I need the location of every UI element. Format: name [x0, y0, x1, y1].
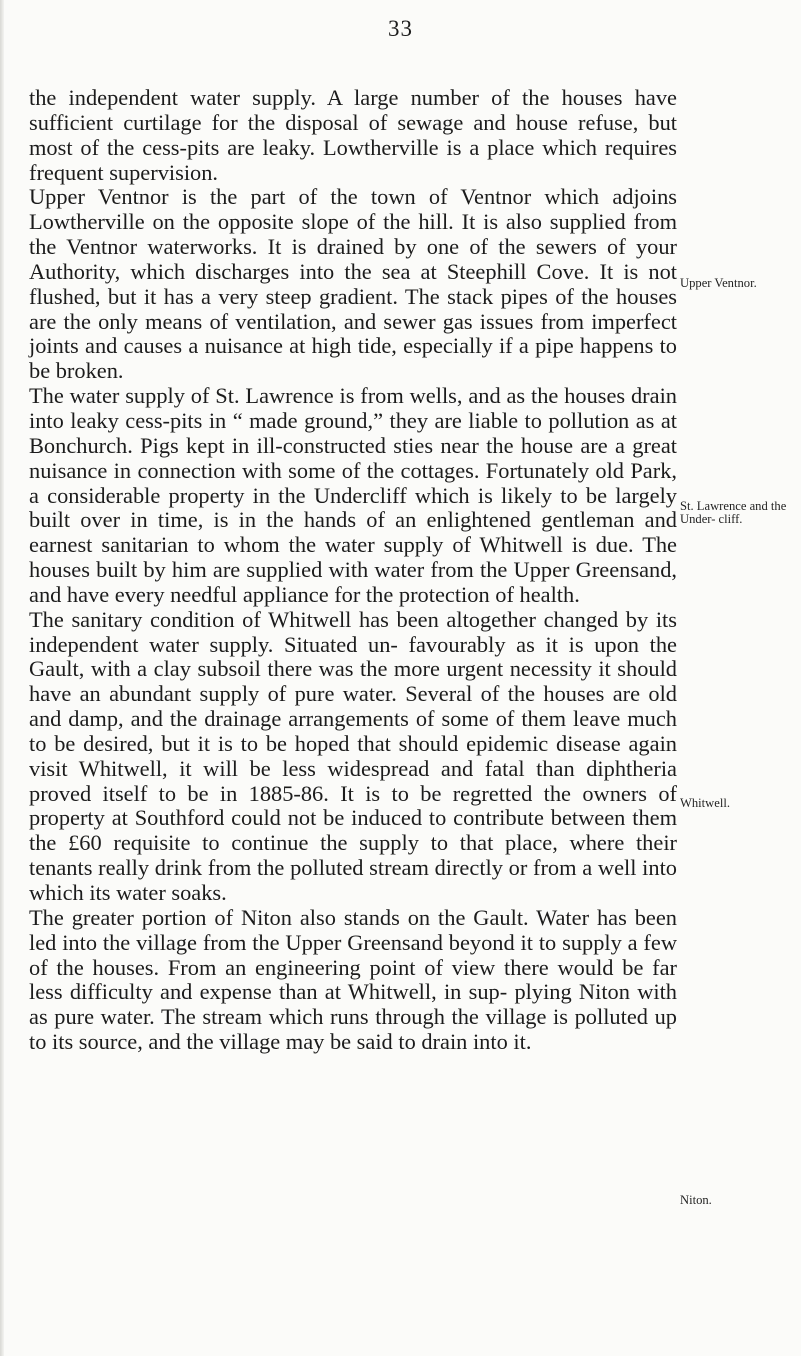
paragraph-niton: The greater portion of Niton also stands on the Gault. Water has been led into the village from the Upper Greensand beyond it to supply a few of the houses. From an engineering point of view there would be far less difficulty and expense than at Whitwell, in sup- plying Niton with as pure water. The stream which runs through the village is polluted up to its source, and the village may be said to drain into it.: [29, 904, 677, 1055]
page-edge: [0, 0, 4, 1356]
margin-note-st-lawrence: St. Lawrence and the Under- cliff.: [680, 499, 787, 526]
paragraph-st-lawrence: The water supply of St. Lawrence is from wells, and as the houses drain into leaky cess-pits in “ made ground,” they are liable to pollution as at Bonchurch. Pigs kept in ill-constructed sties near the house are a great nuisance in connection with some of the cottages. Fortunately old Park, a considerable property in the Undercliff which is likely to be largely built over in time, is in the hands of an enlightened gentleman and earnest sanitarian to whom the water supply of Whitwell is due. The houses built by him are supplied with water from the Upper Greensand, and have every needful appliance for the protection of health.: [29, 383, 677, 607]
margin-note-upper-ventnor: Upper Ventnor.: [680, 276, 757, 290]
margin-note-niton: Niton.: [680, 1193, 712, 1207]
body-text: [29, 86, 677, 1055]
margin-note-whitwell: Whitwell.: [680, 796, 731, 810]
page-number: 33: [388, 16, 413, 41]
paragraph-lowtherville: the independent water supply. A large number of the houses have sufficient curtilage for the disposal of sewage and house refuse, but most of the cess-pits are leaky. Lowtherville is a place which requires frequent supervision.: [29, 85, 677, 185]
paragraph-upper-ventnor: Upper Ventnor is the part of the town of Ventnor which adjoins Lowtherville on the opposite slope of the hill. It is also supplied from the Ventnor waterworks. It is drained by one of the sewers of your Authority, which discharges into the sea at Steephill Cove. It is not flushed, but it has a very steep gradient. The stack pipes of the houses are the only means of ventilation, and sewer gas issues from imperfect joints and causes a nuisance at high tide, especially if a pipe happens to be broken.: [29, 184, 677, 384]
paragraph-whitwell: The sanitary condition of Whitwell has been altogether changed by its independent water supply. Situated un- favourably as it is upon the Gault, with a clay subsoil there was the more urgent necessity it should have an abundant supply of pure water. Several of the houses are old and damp, and the drainage arrangements of some of them leave much to be desired, but it is to be hoped that should epidemic disease again visit Whitwell, it will be less widespread and fatal than diphtheria proved itself to be in 1885-86. It is to be regretted the owners of property at Southford could not be induced to contribute between them the £60 requisite to continue the supply to that place, where their tenants really drink from the polluted stream directly or from a well into which its water soaks.: [29, 606, 677, 905]
